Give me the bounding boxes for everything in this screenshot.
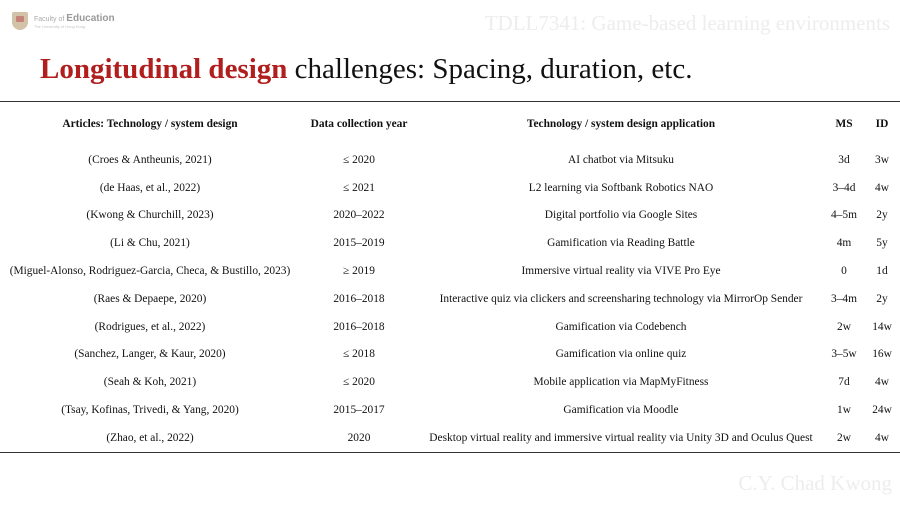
header-ms: MS [835, 118, 853, 130]
cell-ms: 3d [838, 153, 850, 166]
cell-ms: 1w [837, 404, 851, 417]
cell-ms: 4–5m [831, 209, 857, 222]
studies-table-container [0, 101, 900, 453]
cell-application: Interactive quiz via clickers and screensharing technology via MirrorOp Sender [439, 292, 803, 305]
table-row [0, 202, 900, 230]
table-row [0, 424, 900, 452]
table-row [0, 341, 900, 369]
header-data-collection-year: Data collection year [310, 118, 408, 130]
cell-id: 1d [876, 265, 888, 278]
course-title: TDLL7341: Game-based learning environments [484, 11, 890, 35]
cell-article: (Raes & Depaepe, 2020) [93, 292, 207, 305]
cell-application: Gamification via Codebench [555, 320, 687, 333]
table-row [0, 146, 900, 174]
cell-ms: 3–4m [831, 292, 857, 305]
cell-id: 24w [872, 404, 892, 417]
cell-ms: 3–5w [831, 348, 857, 361]
table-row [0, 396, 900, 424]
cell-article: (de Haas, et al., 2022) [99, 181, 201, 194]
cell-article: (Miguel-Alonso, Rodriguez-Garcia, Checa, & Bustillo, 2023) [9, 265, 291, 278]
cell-year: ≥ 2019 [343, 265, 375, 278]
cell-year: ≤ 2020 [343, 376, 375, 389]
cell-year: 2015–2019 [333, 237, 385, 250]
cell-article: (Tsay, Kofinas, Trivedi, & Yang, 2020) [61, 404, 239, 417]
table-header-row [0, 102, 900, 147]
cell-id: 14w [872, 320, 892, 333]
logo-text [34, 14, 115, 29]
cell-article: (Li & Chu, 2021) [110, 237, 190, 250]
header-id: ID [875, 118, 889, 130]
cell-year: ≤ 2021 [343, 181, 375, 194]
cell-id: 2y [876, 209, 888, 222]
university-crest-icon [12, 12, 28, 30]
table-row [0, 174, 900, 202]
cell-year: 2016–2018 [333, 320, 385, 333]
cell-ms: 0 [841, 265, 847, 278]
cell-ms: 2w [837, 320, 851, 333]
logo-subline: The University of Hong Kong [34, 23, 86, 29]
cell-year: 2020 [347, 431, 371, 444]
cell-article: (Seah & Koh, 2021) [103, 376, 197, 389]
cell-article: (Croes & Antheunis, 2021) [88, 153, 212, 166]
cell-id: 4w [875, 431, 889, 444]
cell-id: 4w [875, 376, 889, 389]
cell-article: (Sanchez, Langer, & Kaur, 2020) [74, 348, 226, 361]
cell-id: 5y [876, 237, 888, 250]
cell-application: Gamification via Moodle [563, 404, 679, 417]
faculty-logo [12, 10, 115, 32]
cell-year: ≤ 2020 [343, 153, 375, 166]
cell-application: Digital portfolio via Google Sites [544, 209, 698, 222]
cell-year: 2015–2017 [333, 404, 385, 417]
cell-year: ≤ 2018 [343, 348, 375, 361]
logo-faculty-line [34, 14, 115, 24]
author-name: C.Y. Chad Kwong [738, 471, 892, 495]
cell-application: Mobile application via MapMyFitness [533, 376, 709, 389]
slide-title-rest: challenges: Spacing, duration, etc. [287, 53, 693, 85]
table-row [0, 229, 900, 257]
cell-article: (Rodrigues, et al., 2022) [94, 320, 206, 333]
cell-application: Desktop virtual reality and immersive virtual reality via Unity 3D and Oculus Quest [429, 431, 813, 444]
table-row [0, 285, 900, 313]
table-row [0, 257, 900, 285]
cell-id: 3w [875, 153, 889, 166]
cell-ms: 2w [837, 431, 851, 444]
slide-title-accent: Longitudinal design [40, 53, 288, 85]
cell-ms: 3–4d [832, 181, 856, 194]
studies-table [0, 101, 900, 453]
slide-title [40, 53, 692, 86]
cell-article: (Kwong & Churchill, 2023) [86, 209, 214, 222]
cell-id: 2y [876, 292, 888, 305]
logo-faculty-prefix: Faculty of [34, 15, 67, 23]
cell-application: AI chatbot via Mitsuku [568, 153, 674, 166]
header-application: Technology / system design application [526, 118, 716, 130]
cell-application: L2 learning via Softbank Robotics NAO [528, 181, 714, 194]
cell-ms: 4m [836, 237, 852, 250]
cell-year: 2020–2022 [333, 209, 385, 222]
logo-faculty-name: Education [66, 12, 115, 24]
cell-id: 16w [872, 348, 892, 361]
table-row [0, 313, 900, 341]
cell-article: (Zhao, et al., 2022) [106, 431, 194, 444]
cell-application: Gamification via Reading Battle [547, 237, 695, 250]
header-articles: Articles: Technology / system design [62, 118, 238, 130]
cell-application: Gamification via online quiz [555, 348, 687, 361]
cell-year: 2016–2018 [333, 292, 385, 305]
cell-ms: 7d [838, 376, 850, 389]
cell-id: 4w [875, 181, 889, 194]
cell-application: Immersive virtual reality via VIVE Pro Eye [521, 265, 721, 278]
table-row [0, 368, 900, 396]
